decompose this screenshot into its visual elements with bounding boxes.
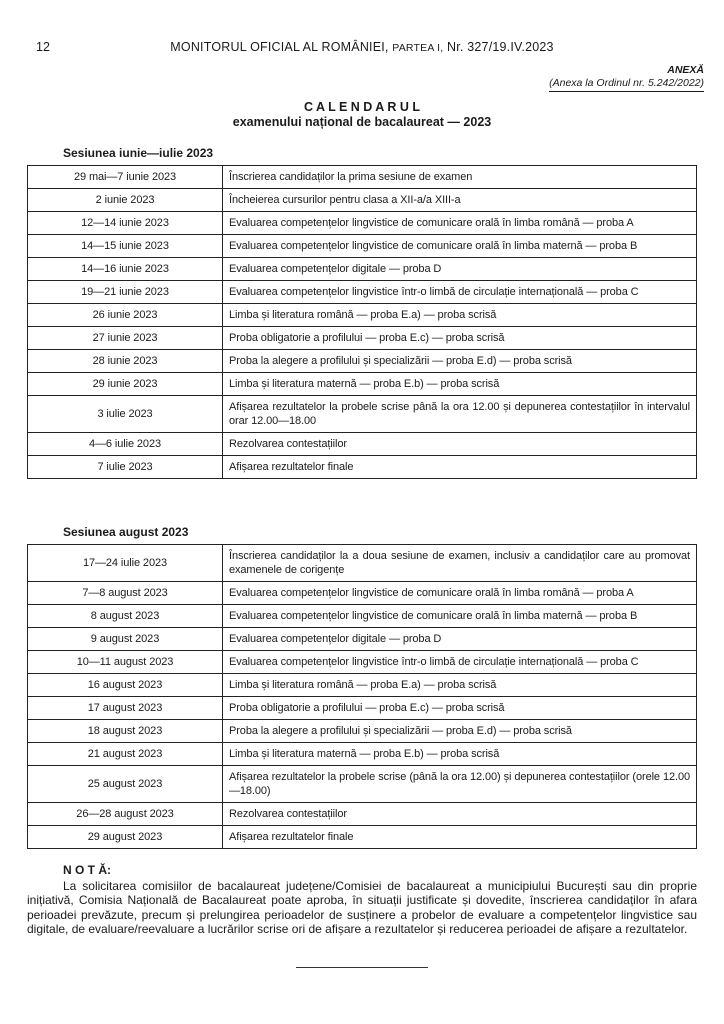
date-cell: 18 august 2023 — [28, 720, 223, 743]
date-cell: 16 august 2023 — [28, 674, 223, 697]
activity-cell: Limba și literatura maternă — proba E.b) — proba scrisă — [223, 743, 697, 766]
date-cell: 28 iunie 2023 — [28, 350, 223, 373]
august-table-body — [28, 545, 697, 849]
journal-title: MONITORUL OFICIAL AL ROMÂNIEI, — [170, 40, 389, 54]
activity-cell: Rezolvarea contestațiilor — [223, 803, 697, 826]
journal-issue: Nr. 327/19.IV.2023 — [447, 40, 554, 54]
activity-cell: Rezolvarea contestațiilor — [223, 433, 697, 456]
end-divider — [296, 967, 428, 968]
table-row — [28, 697, 697, 720]
activity-cell: Limba și literatura maternă — proba E.b) — proba scrisă — [223, 373, 697, 396]
document-title-line2: examenului național de bacalaureat — 2023 — [232, 115, 492, 129]
date-cell: 9 august 2023 — [28, 628, 223, 651]
activity-cell: Afișarea rezultatelor la probele scrise (până la ora 12.00) și depunerea contestațiilor (orele 12.00—18.00) — [223, 766, 697, 803]
date-cell: 26—28 august 2023 — [28, 803, 223, 826]
table-row — [28, 373, 697, 396]
table-row — [28, 281, 697, 304]
activity-cell: Încheierea cursurilor pentru clasa a XII-a/a XIII-a — [223, 189, 697, 212]
table-row — [28, 456, 697, 479]
date-cell: 10—11 august 2023 — [28, 651, 223, 674]
activity-cell: Evaluarea competențelor lingvistice într-o limbă de circulație internațională — proba C — [223, 651, 697, 674]
activity-cell: Afișarea rezultatelor finale — [223, 826, 697, 849]
table-row — [28, 720, 697, 743]
table-row — [28, 651, 697, 674]
activity-cell: Înscrierea candidaților la prima sesiune de examen — [223, 166, 697, 189]
table-row — [28, 582, 697, 605]
table-row — [28, 212, 697, 235]
date-cell: 2 iunie 2023 — [28, 189, 223, 212]
activity-cell: Proba obligatorie a profilului — proba E.c) — proba scrisă — [223, 327, 697, 350]
session-heading-june-july: Sesiunea iunie—iulie 2023 — [63, 146, 214, 160]
activity-cell: Proba la alegere a profilului și specializării — proba E.d) — proba scrisă — [223, 350, 697, 373]
table-row — [28, 433, 697, 456]
june-july-calendar-table — [27, 165, 697, 479]
annex-block — [549, 64, 704, 92]
note-text: La solicitarea comisiilor de bacalaureat județene/Comisiei de bacalaureat a municipiului București sau din proprie inițiativă, Comisia Națională de Bacalaureat poate aproba, în situații justificate și dovedite, înscrierea candidaților în afara perioadei prevăzute, precum și prelungirea perioadelor de susținere a probelor de evaluare a competențelor lingvistice sau digitale, de evaluare/reevaluare a lucrărilor scrise ori de afișare a rezultatelor și reducerea perioadei de afișare a rezultatelor. — [27, 878, 697, 936]
date-cell: 25 august 2023 — [28, 766, 223, 803]
table-row — [28, 350, 697, 373]
note-label: N O T Ă: — [63, 863, 111, 877]
table-row — [28, 803, 697, 826]
table-row — [28, 826, 697, 849]
activity-cell: Limba și literatura română — proba E.a) — proba scrisă — [223, 304, 697, 327]
table-row — [28, 235, 697, 258]
document-title-line1: C A L E N D A R U L — [304, 100, 420, 114]
date-cell: 7 iulie 2023 — [28, 456, 223, 479]
activity-cell: Înscrierea candidaților la a doua sesiune de examen, inclusiv a candidaților care au promovat examenele de corigențe — [223, 545, 697, 582]
august-calendar-table — [27, 544, 697, 849]
page-number: 12 — [36, 40, 50, 54]
annex-reference: (Anexa la Ordinul nr. 5.242/2022) — [549, 77, 704, 92]
table-row — [28, 304, 697, 327]
date-cell: 19—21 iunie 2023 — [28, 281, 223, 304]
annex-label: ANEXĂ — [667, 64, 704, 76]
date-cell: 26 iunie 2023 — [28, 304, 223, 327]
table-row — [28, 545, 697, 582]
date-cell: 29 mai—7 iunie 2023 — [28, 166, 223, 189]
activity-cell: Proba obligatorie a profilului — proba E.c) — proba scrisă — [223, 697, 697, 720]
journal-header — [0, 40, 724, 54]
activity-cell: Proba la alegere a profilului și specializării — proba E.d) — proba scrisă — [223, 720, 697, 743]
table-row — [28, 674, 697, 697]
table-row — [28, 327, 697, 350]
activity-cell: Evaluarea competențelor lingvistice de comunicare orală în limba română — proba A — [223, 582, 697, 605]
page-content — [27, 146, 697, 968]
activity-cell: Afișarea rezultatelor finale — [223, 456, 697, 479]
activity-cell: Evaluarea competențelor lingvistice de comunicare orală în limba maternă — proba B — [223, 605, 697, 628]
date-cell: 27 iunie 2023 — [28, 327, 223, 350]
date-cell: 29 august 2023 — [28, 826, 223, 849]
table-row — [28, 258, 697, 281]
document-title — [0, 100, 724, 130]
date-cell: 8 august 2023 — [28, 605, 223, 628]
date-cell: 3 iulie 2023 — [28, 396, 223, 433]
activity-cell: Afișarea rezultatelor la probele scrise până la ora 12.00 și depunerea contestațiilor în intervalul orar 12.00—18.00 — [223, 396, 697, 433]
date-cell: 12—14 iunie 2023 — [28, 212, 223, 235]
table-row — [28, 605, 697, 628]
activity-cell: Evaluarea competențelor digitale — proba D — [223, 258, 697, 281]
table-row — [28, 396, 697, 433]
date-cell: 14—15 iunie 2023 — [28, 235, 223, 258]
activity-cell: Evaluarea competențelor digitale — proba D — [223, 628, 697, 651]
activity-cell: Evaluarea competențelor lingvistice într-o limbă de circulație internațională — proba C — [223, 281, 697, 304]
journal-part: PARTEA I, — [392, 42, 444, 54]
date-cell: 4—6 iulie 2023 — [28, 433, 223, 456]
june-july-table-body — [28, 166, 697, 479]
date-cell: 21 august 2023 — [28, 743, 223, 766]
date-cell: 29 iunie 2023 — [28, 373, 223, 396]
table-row — [28, 766, 697, 803]
date-cell: 7—8 august 2023 — [28, 582, 223, 605]
activity-cell: Evaluarea competențelor lingvistice de comunicare orală în limba maternă — proba B — [223, 235, 697, 258]
date-cell: 17 august 2023 — [28, 697, 223, 720]
date-cell: 17—24 iulie 2023 — [28, 545, 223, 582]
table-row — [28, 628, 697, 651]
session-heading-august: Sesiunea august 2023 — [63, 525, 189, 539]
table-row — [28, 166, 697, 189]
table-row — [28, 189, 697, 212]
note-block — [27, 863, 697, 937]
activity-cell: Limba și literatura română — proba E.a) — proba scrisă — [223, 674, 697, 697]
date-cell: 14—16 iunie 2023 — [28, 258, 223, 281]
table-row — [28, 743, 697, 766]
activity-cell: Evaluarea competențelor lingvistice de comunicare orală în limba română — proba A — [223, 212, 697, 235]
